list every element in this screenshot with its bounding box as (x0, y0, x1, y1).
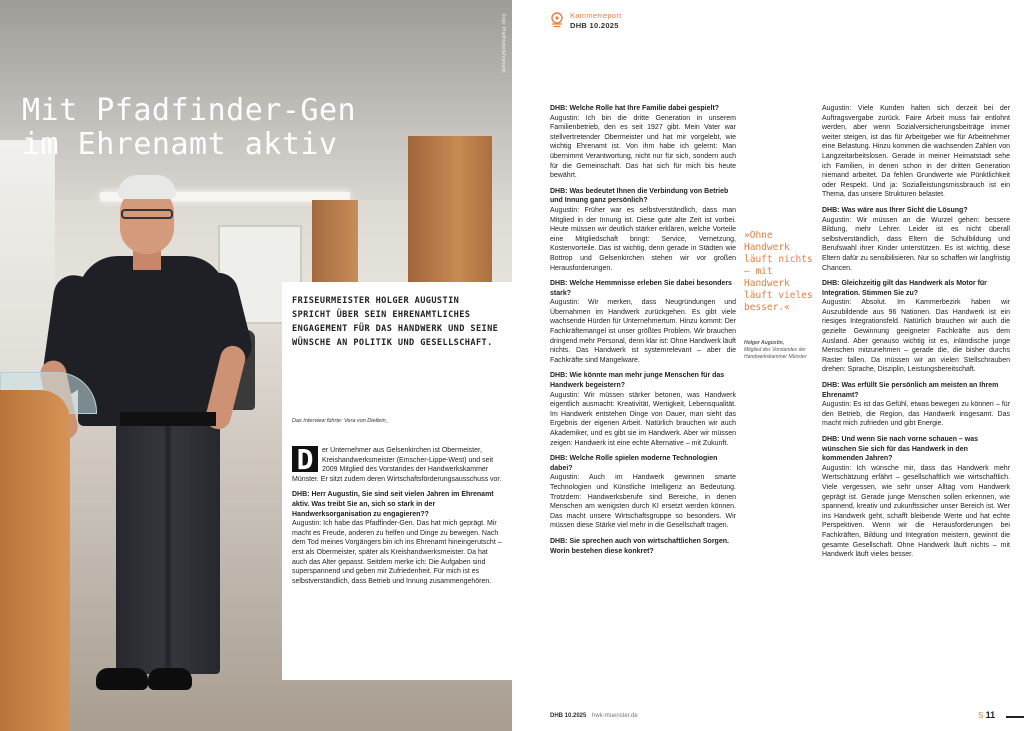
person-hair (118, 175, 176, 199)
quote-source-name: Holger Augustin, (744, 340, 785, 346)
interview-question: DHB: Wie könnte man mehr junge Menschen für das Handwerk begeistern? (550, 372, 725, 390)
interview-answer: Augustin: Ich habe das Pfadfinder-Gen. Das hat mich geprägt. Mir macht es Freude, anderen zu helfen und Dinge zu bewegen. Nach dem Tod meines Vorgängers bin ich ins Ehrenamt hineingerutscht – erst als Obermeister, später als Kreishandwerksmeister. Da hat auch das Alter gepasst. Seitdem merke ich: Die Aufgaben sind superspannend und geben mir Zufriedenheit. Für mich ist es selbstverständlich, dass Betrieb und Innung zusammengehören. (292, 520, 502, 585)
article-teaser: FRISEURMEISTER HOLGER AUGUSTIN SPRICHT ÜBER SEIN EHRENAMTLICHES ENGAGEMENT FÜR DAS HANDWERK UND SEINE WÜNSCHE AN POLITIK UND GESELLSCHAFT. (292, 296, 499, 348)
interview-column-1 (550, 104, 736, 556)
interview-answer: Augustin: Wir müssen an die Wurzel gehen: bessere Bildung, mehr Lehrer. Leider ist es nicht überall selbstverständlich, dass Eltern die Schulbildung und Berufswahl ihrer Kinder unterstützen. Es ist wichtig, diese Eltern dafür zu sensibilisieren. Nur so schaffen wir langfristig Chancen. (822, 216, 1010, 272)
page-number-prefix: S (978, 711, 984, 720)
interview-question: DHB: Was bedeutet Ihnen die Verbindung von Betrieb und Innung ganz persönlich? (550, 187, 729, 205)
interview-question: DHB: Was erfüllt Sie persönlich am meisten an Ihrem Ehrenamt? (822, 382, 999, 399)
section-kicker: Kammerreport (570, 11, 622, 20)
teaser-box (282, 282, 512, 680)
interview-answer: Augustin: Auch im Handwerk gewinnen smarte Technologien und Künstliche Intelligenz an Bedeutung. Trotzdem: Handwerksberufe sind Bereiche, in denen Menschen am wenigsten durch KI ersetzt werden können. Das macht unsere Wirtschaftsgruppe so besonders. Wir müssen diese Stärke viel mehr in die Gesellschaft tragen. (550, 474, 736, 530)
quote-source-role: Mitglied des Vorstandes der Handwerkskammer Münster (744, 347, 807, 360)
right-page (512, 0, 1024, 731)
pull-quote-source (744, 340, 818, 361)
article-headline (22, 94, 356, 162)
person-glasses (121, 209, 173, 219)
interview-answer: Augustin: Wir merken, dass Neugründungen und Übernahmen im Handwerk zurückgehen. Es gibt viele wachsende Hürden für Unternehmertum. Hinzu kommt: Der Fachkräftemangel ist unser größtes Problem. Wir brauchen dringend mehr Personal, denn klar ist: Ohne Handwerk läuft nichts. Das Handwerk ist systemrelevant – aber die Fachkräfte sind Mangelware. (550, 299, 736, 364)
interview-column-2 (822, 104, 1010, 560)
interview-question: DHB: Gleichzeitig gilt das Handwerk als Motor für Integration. Stimmen Sie zu? (822, 280, 987, 297)
photo-credit: Foto: Pfadfinder/Ehrenamt (500, 14, 506, 73)
person-shoe (96, 668, 148, 690)
footer-issue: DHB 10.2025 (550, 713, 587, 719)
interview-answer: Augustin: Viele Kunden halten sich derzeit bei der Auftragsvergabe zurück. Faire Arbeit muss fair entlohnt werden, aber wenn Sozialversicherungsbeiträge immer weiter steigen, ist das für Arbeitgeber wie für Arbeitnehmer eine Belastung. Hinzu kommen die wachsenden Zahlen von Langzeitarbeitslosen. Gerade in meiner Heimatstadt sehe ich Familien, in denen schon in der dritten Generation niemand arbeitet. Da fehlen Grundwerte wie Pünktlichkeit oder Respekt. Und ja: Sozialleistungsmissbrauch ist ein Thema, das unsere Strukturen belastet. (822, 105, 1010, 199)
interview-byline: Das Interview führte: Vera von Dietlein_ (292, 418, 389, 424)
interview-answer: Augustin: Es ist das Gefühl, etwas bewegen zu können – für den Betrieb, die Region, das Handwerk insgesamt. Das macht mich zufrieden und gibt Energie. (822, 401, 1010, 428)
interview-question: DHB: Welche Rolle spielen moderne Technologien dabei? (550, 455, 718, 472)
interview-question: DHB: Welche Hemmnisse erleben Sie dabei besonders stark? (550, 280, 732, 297)
photo-reception-counter (0, 390, 70, 731)
drop-cap: D (292, 446, 318, 472)
interview-answer: Augustin: Ich bin die dritte Generation in unserem Familienbetrieb, den es seit 1927 gibt. Mein Vater war stellvertretender Obermeister und hat mir vorgelebt, wie wichtig Ehrenamt ist. Von ihm habe ich gelernt: Man übernimmt Verantwortung, nicht nur für sich, sondern auch für die Gemeinschaft. Das hat sich für mich bis heute bewährt. (550, 114, 736, 180)
footer-website-link[interactable]: hwk-muenster.de (592, 713, 638, 719)
location-pin-icon (550, 12, 564, 28)
intro-text: er Unternehmer aus Gelsenkirchen ist Obermeister, Kreishandwerksmeister (Emscher-Lippe-West) und seit 2009 Mitglied des Vorstandes der Handwerkskammer Münster. Er sitzt zudem deren Wirtschaftsförderungsausschuss vor. (292, 447, 502, 483)
interview-answer: Augustin: Wir müssen stärker betonen, was Handwerk eigentlich ausmacht: Kreativität, Wertigkeit, Lebensqualität. Im Handwerk entstehen Dinge von Dauer, man sieht das Ergebnis der eigenen Arbeit. Natürlich brauchen wir auch Akademiker, und es gibt sie im Handwerk. Aber wir müssen zeigen: Handwerk ist eine echte Alternative – mit Zukunft. (550, 391, 736, 447)
person-jeans (116, 424, 220, 674)
person-belt (120, 412, 216, 426)
interview-question: DHB: Herr Augustin, Sie sind seit vielen Jahren im Ehrenamt aktiv. Was treibt Sie an, sich so stark in der Handwerksorganisation zu engagieren?? (292, 491, 494, 518)
pull-quote: »Ohne Handwerk läuft nichts – mit Handwerk läuft vieles besser.« (744, 230, 813, 313)
issue-label: DHB 10.2025 (570, 21, 619, 30)
folio-rule (1006, 716, 1024, 718)
page-number (978, 710, 995, 720)
interview-answer: Augustin: Absolut. Im Kammerbezirk haben wir Auszubildende aus 96 Nationen. Das Handwerk ist ein riesiges Integrationsfeld. Natürlich brauchen wir auch die gezielte Gewinnung geeigneter Fachkräfte aus dem Ausland. Aber genauso wichtig ist es, inländische junge Menschen mitzunehmen – gerade die, die bisher durchs Raster fallen. Da müssen wir an vielen Stellschrauben drehen: Sprache, Disziplin, Leistungsbereitschaft. (822, 299, 1010, 374)
article-intro (292, 443, 502, 484)
interview-question: DHB: Welche Rolle hat Ihre Familie dabei gespielt? (550, 105, 720, 112)
interview-question: DHB: Was wäre aus Ihrer Sicht die Lösung? (822, 206, 968, 214)
interview-answer: Augustin: Früher war es selbstverständlich, dass man Mitglied in der Innung ist. Diese gute alte Zeit ist vorbei. Heute müssen wir deutlich stärker erklären, welche Vorteile eine Mitgliedschaft bringt: Service, Vernetzung, Kostenvorteile. Das ist wichtig, denn gerade in Städten wie Bottrop und Gelsenkirchen stehen wir vor großen Herausforderungen. (550, 206, 736, 272)
headline-line-2: im Ehrenamt aktiv (22, 127, 338, 162)
interview-question: DHB: Sie sprechen auch von wirtschaftlichen Sorgen. Worin bestehen diese konkret? (550, 537, 729, 555)
interview-answer: Augustin: Ich wünsche mir, dass das Handwerk mehr Wertschätzung erfährt – gesellschaftlich wie wirtschaftlich. Viele vergessen, wie sehr unser Alltag vom Handwerk geprägt ist. Gerade junge Menschen sollen erkennen, wie spannend, kreativ und zukunftssicher unser Bereich ist. Wer ins Handwerk geht, schafft bleibende Werte und hat echte Perspektiven. Wenn wir die Herausforderungen bei Fachkräften, Bildung und Integration meistern, gewinnt die gesamte Gesellschaft. Ohne Handwerk läuft nichts – mit Handwerk läuft vieles besser. (822, 464, 1010, 559)
headline-line-1: Mit Pfadfinder-Gen (22, 93, 357, 128)
person-shoe-right (148, 668, 192, 690)
page-number-value: 11 (985, 710, 996, 720)
interview-question: DHB: Und wenn Sie nach vorne schauen – was wünschen Sie sich für das Handwerk in den kommenden Jahren? (822, 436, 978, 463)
page-footer (550, 713, 638, 719)
